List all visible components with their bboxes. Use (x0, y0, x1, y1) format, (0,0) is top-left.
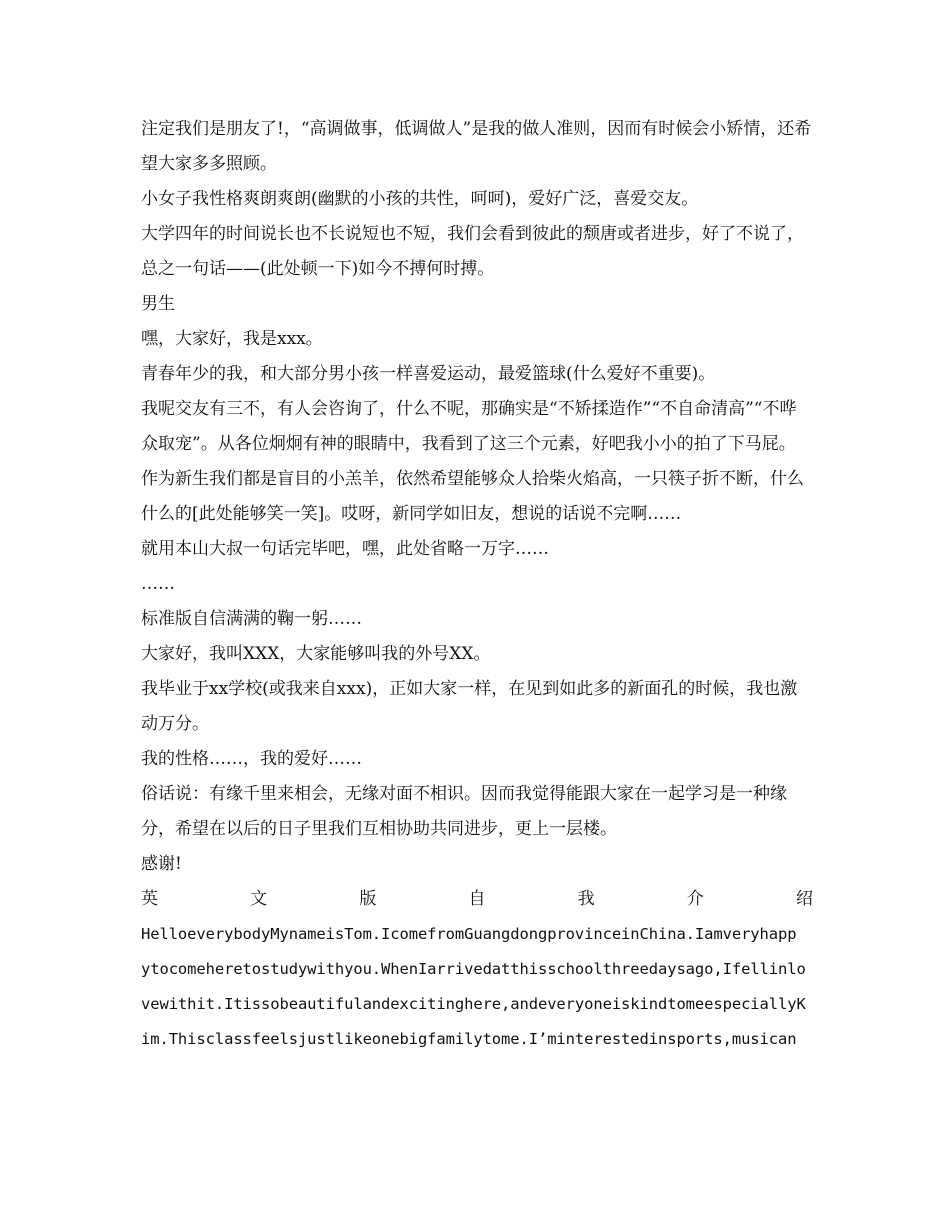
document-page (141, 112, 813, 1057)
paragraph-school: 我毕业于xx学校(或我来自xxx)，正如大家一样，在见到如此多的新面孔的时候，我也激动万分。 (141, 679, 798, 734)
paragraph-hobbies: 我的性格……，我的爱好…… (141, 749, 362, 769)
english-paragraph (141, 917, 813, 1057)
english-version-heading (141, 882, 813, 917)
heading-char: 介 (686, 889, 704, 909)
heading-char: 绍 (795, 889, 813, 909)
paragraph-greeting-boy: 嘿，大家好，我是xxx。 (141, 329, 323, 349)
paragraph-friends: 注定我们是朋友了!，“高调做事，低调做人”是我的做人准则，因而有时候会小矫情，还希望大家多多照顾。 (141, 119, 812, 174)
english-line: im.Thisclassfeelsjustlikeonebigfamilytome.I’minterestedinsports,musican (141, 1030, 797, 1048)
heading-char: 版 (359, 889, 377, 909)
paragraph-new-students: 作为新生我们都是盲目的小羔羊，依然希望能够众人拾柴火焰高，一只筷子折不断，什么什么的[此处能够笑一笑]。哎呀，新同学如旧友，想说的话说不完啊…… (141, 469, 804, 524)
paragraph-three-nos: 我呢交友有三不，有人会咨询了，什么不呢，那确实是“不矫揉造作”“不自命清高”“不哗众取宠”。从各位炯炯有神的眼睛中，我看到了这三个元素，好吧我小小的拍了下马屁。 (141, 399, 797, 454)
paragraph-personality-girl: 小女子我性格爽朗爽朗(幽默的小孩的共性，呵呵)，爱好广泛，喜爱交友。 (141, 189, 699, 209)
english-line: ytocomeheretostudywithyou.WhenIarrivedatthisschoolthreedaysago,Ifellinlo (141, 960, 806, 978)
english-line: vewithit.Itissobeautifulandexcitinghere,andeveryoneiskindtomeespeciallyK (141, 995, 806, 1013)
heading-char: 文 (250, 889, 268, 909)
paragraph-ellipsis: …… (141, 574, 175, 594)
paragraph-standard-version: 标准版自信满满的鞠一躬…… (141, 609, 362, 629)
paragraph-proverb: 俗话说：有缘千里来相会，无缘对面不相识。因而我觉得能跟大家在一起学习是一种缘分，希望在以后的日子里我们互相协助共同进步，更上一层楼。 (141, 784, 787, 839)
paragraph-thanks: 感谢! (141, 854, 182, 874)
paragraph-name-intro: 大家好，我叫XXX，大家能够叫我的外号XX。 (141, 644, 491, 664)
heading-char: 自 (468, 889, 486, 909)
heading-char: 我 (577, 889, 595, 909)
paragraph-ending-joke: 就用本山大叔一句话完毕吧，嘿，此处省略一万字…… (141, 539, 549, 559)
heading-char: 英 (141, 889, 158, 909)
paragraph-sports: 青春年少的我，和大部分男小孩一样喜爱运动，最爱篮球(什么爱好不重要)。 (141, 364, 716, 384)
paragraph-four-years: 大学四年的时间说长也不长说短也不短，我们会看到彼此的颓唐或者进步，好了不说了，总之一句话——(此处顿一下)如今不搏何时搏。 (141, 224, 804, 279)
english-line: HelloeverybodyMynameisTom.IcomefromGuangdongprovinceinChina.Iamveryhapp (141, 925, 797, 943)
section-heading-boys: 男生 (141, 294, 175, 314)
